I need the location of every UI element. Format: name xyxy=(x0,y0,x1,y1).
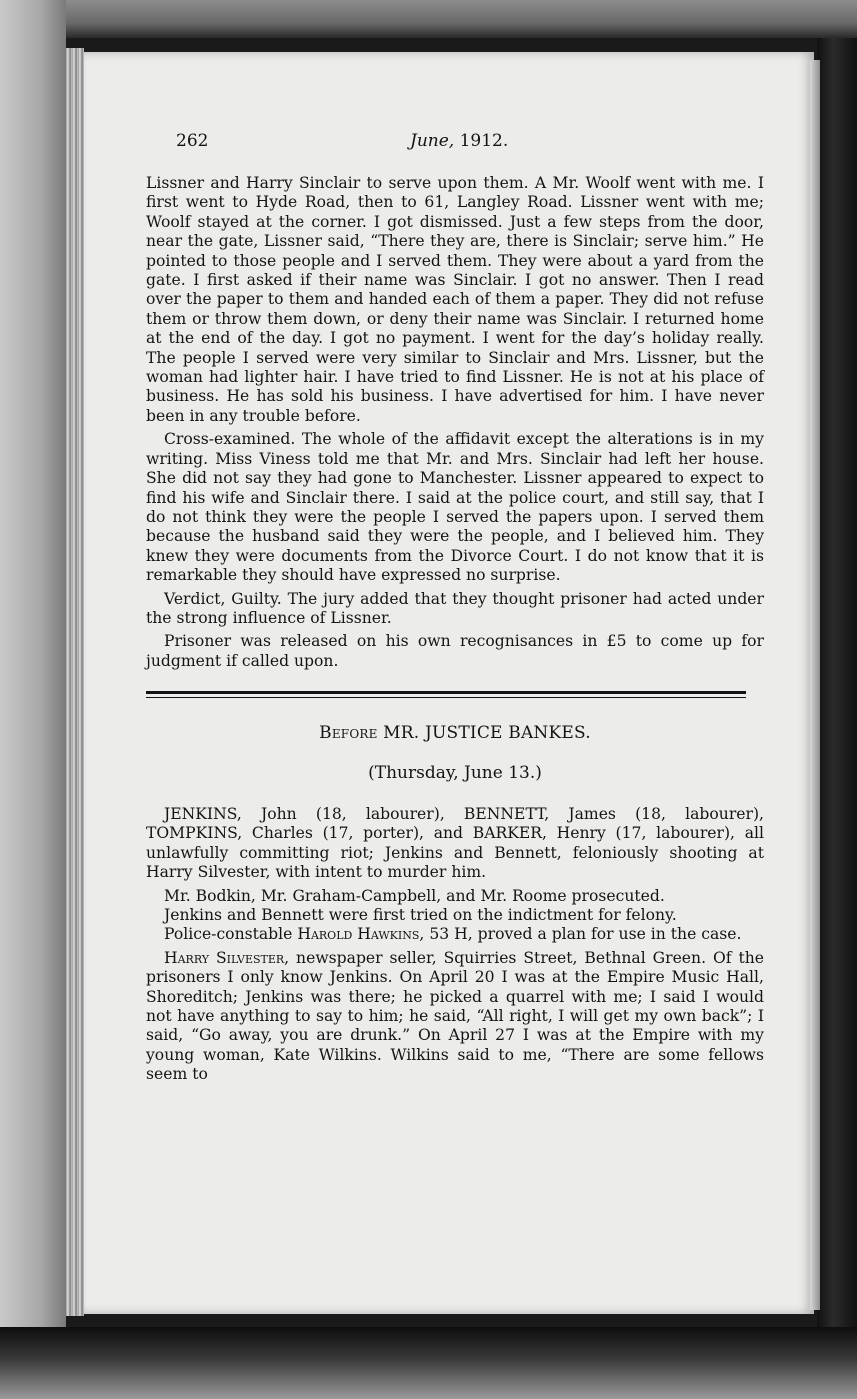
running-head-date xyxy=(410,132,508,151)
section-date: (Thursday, June 13.) xyxy=(368,762,542,783)
running-head xyxy=(146,130,764,158)
paragraph-cross-examined: Cross-examined. The whole of the affidavit except the alterations is in my writing. Miss Viness told me that Mr. and Mrs. Sinclair had left her house. She did not say they had gone to Manchester. Lissner appeared to expect to find his wife and Sinclair there. I said at the police court, and still say, that I do not think they were the people I served the papers upon. I served them because the husband said they were the people, and I believed him. They knew they were documents from the Divorce Court. I do not know that it is remarkable they should have expressed no surprise. xyxy=(146,430,764,585)
scanner-border-right xyxy=(817,38,857,1328)
paragraph-testimony: Lissner and Harry Sinclair to serve upon them. A Mr. Woolf went with me. I first went to Hyde Road, then to 61, Langley Road. Lissner went with me; Woolf stayed at the corner. I got dismissed. Just a few steps from the door, near the gate, Lissner said, “There they are, there is Sinclair; serve him.” He pointed to those people and I served them. They were about a yard from the gate. I first asked if their name was Sinclair. I got no answer. Then I read over the paper to them and handed each of them a paper. They did not refuse them or throw them down, or deny their name was Sinclair. I returned home at the end of the day. I got no payment. I went for the day’s holiday really. The people I served were very similar to Sinclair and Mrs. Lissner, but the woman had lighter hair. I have tried to find Lissner. He is not at his place of business. He has sold his business. I have advertised for him. I have never been in any trouble before. xyxy=(146,174,764,425)
paragraph-prosecution: Mr. Bodkin, Mr. Graham-Campbell, and Mr. Roome prosecuted. xyxy=(164,886,665,905)
section-heading xyxy=(146,724,764,743)
witness-silvester-name: Harry Silvester xyxy=(164,948,285,967)
heading-judge: MR. JUSTICE BANKES. xyxy=(383,723,591,744)
running-head-year: 1912. xyxy=(459,131,509,151)
paragraph-trial-order: Jenkins and Bennett were first tried on the indictment for felony. xyxy=(164,906,677,924)
paragraph-indictment: JENKINS, John (18, labourer), BENNETT, James (18, labourer), TOMPKINS, Charles (17, porter), and BARKER, Henry (17, labourer), all unlawfully committing riot; Jenkins and Bennett, feloniously shooting at Harry Silvester, with intent to murder him. xyxy=(146,804,764,882)
paragraph-witness-silvester xyxy=(146,949,764,1085)
page-number: 262 xyxy=(176,131,209,151)
witness-hawkins-text: , 53 H, proved a plan for use in the case. xyxy=(419,925,742,944)
heading-prefix: Before xyxy=(319,723,378,744)
scanner-border-left xyxy=(0,0,66,1399)
paragraph-recognisances: Prisoner was released on his own recognisances in £5 to come up for judgment if called upon. xyxy=(146,632,764,670)
witness-silvester-text: , newspaper seller, Squirries Street, Bethnal Green. Of the prisoners I only know Jenkins. On April 20 I was at the Empire Music Hall, Shoreditch; Jenkins was there; he picked a quarrel with me; I said I would not have anything to say to him; he said, “All right, I will get my own back”; I said, “Go away, you are drunk.” On April 27 I was at the Empire with my young woman, Kate Wilkins. Wilkins said to me, “There are some fellows seem to xyxy=(146,948,764,1084)
page-content xyxy=(146,130,764,1085)
witness-hawkins-name: Harold Hawkins xyxy=(297,925,420,944)
scanner-border-bottom xyxy=(0,1327,857,1399)
section-divider xyxy=(146,691,746,698)
book-binding xyxy=(66,48,84,1316)
divider-thin-rule xyxy=(146,697,746,698)
paragraph-witness-hawkins xyxy=(146,925,764,944)
paragraph-verdict: Verdict, Guilty. The jury added that they thought prisoner had acted under the strong influence of Lissner. xyxy=(146,589,764,627)
running-head-month: June, xyxy=(410,131,455,151)
divider-thick-rule xyxy=(146,691,746,694)
page-edge xyxy=(810,60,820,1310)
witness-hawkins-prefix: Police-constable xyxy=(164,925,293,944)
scanner-border-top xyxy=(0,0,857,38)
